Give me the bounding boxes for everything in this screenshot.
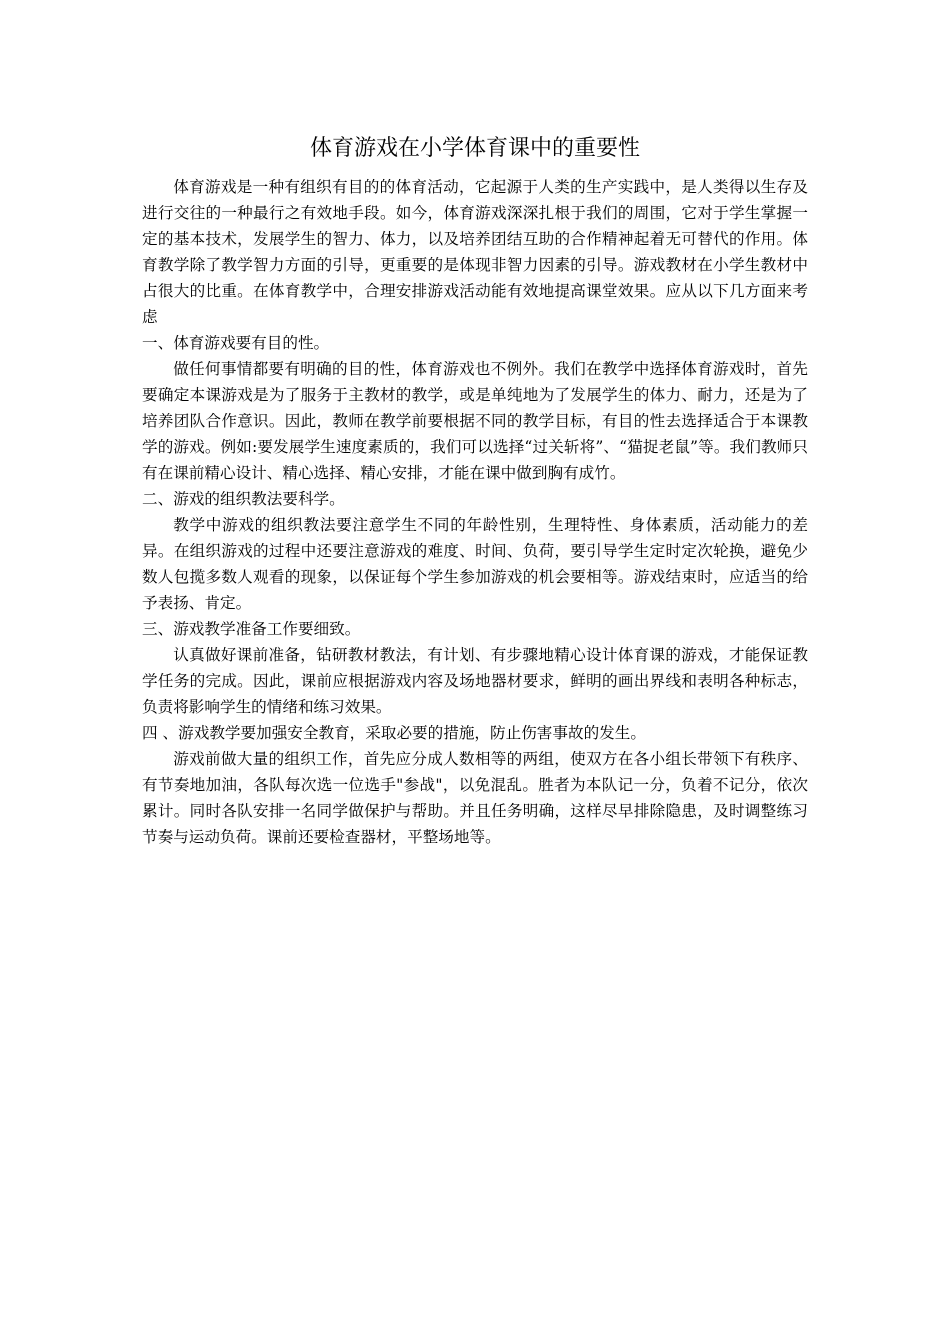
section-1-paragraph: 做任何事情都要有明确的目的性，体育游戏也不例外。我们在教学中选择体育游戏时，首先要确定本课游戏是为了服务于主教材的教学，或是单纯地为了发展学生的体力、耐力，还是为了培养团队合作意识。因此，教师在教学前要根据不同的教学目标，有目的性去选择适合于本课教学的游戏。例如:要发展学生速度素质的，我们可以选择“过关斩将”、“猫捉老鼠”等。我们教师只有在课前精心设计、精心选择、精心安排，才能在课中做到胸有成竹。 bbox=[142, 360, 808, 482]
section-2-paragraph: 教学中游戏的组织教法要注意学生不同的年龄性别，生理特性、身体素质，活动能力的差异。在组织游戏的过程中还要注意游戏的难度、时间、负荷，要引导学生定时定次轮换，避免少数人包揽多数人观看的现象，以保证每个学生参加游戏的机会要相等。游戏结束时，应适当的给予表扬、肯定。 bbox=[142, 516, 808, 612]
section-4-paragraph: 游戏前做大量的组织工作，首先应分成人数相等的两组，使双方在各小组长带领下有秩序、有节奏地加油，各队每次选一位选手"参战"，以免混乱。胜者为本队记一分，负着不记分，依次累计。同时各队安排一名同学做保护与帮助。并且任务明确，这样尽早排除隐患，及时调整练习节奏与运动负荷。课前还要检查器材，平整场地等。 bbox=[142, 750, 808, 846]
section-2-heading: 二、游戏的组织教法要科学。 bbox=[142, 490, 345, 508]
section-3-heading: 三、游戏教学准备工作要细致。 bbox=[142, 620, 361, 638]
section-1-heading: 一、体育游戏要有目的性。 bbox=[142, 334, 330, 352]
document-page bbox=[142, 132, 808, 850]
section-4-heading: 四 、游戏教学要加强安全教育，采取必要的措施，防止伤害事故的发生。 bbox=[142, 724, 646, 742]
intro-paragraph: 体育游戏是一种有组织有目的的体育活动，它起源于人类的生产实践中，是人类得以生存及进行交往的一种最行之有效地手段。如今，体育游戏深深扎根于我们的周围，它对于学生掌握一定的基本技术，发展学生的智力、体力，以及培养团结互助的合作精神起着无可替代的作用。体育教学除了教学智力方面的引导，更重要的是体现非智力因素的引导。游戏教材在小学生教材中占很大的比重。在体育教学中，合理安排游戏活动能有效地提高课堂效果。应从以下几方面来考虑 bbox=[142, 178, 808, 326]
section-3-paragraph: 认真做好课前准备，钻研教材教法，有计划、有步骤地精心设计体育课的游戏，才能保证教学任务的完成。因此，课前应根据游戏内容及场地器材要求，鲜明的画出界线和表明各种标志，负责将影响学生的情绪和练习效果。 bbox=[142, 646, 808, 716]
document-title: 体育游戏在小学体育课中的重要性 bbox=[309, 136, 640, 161]
